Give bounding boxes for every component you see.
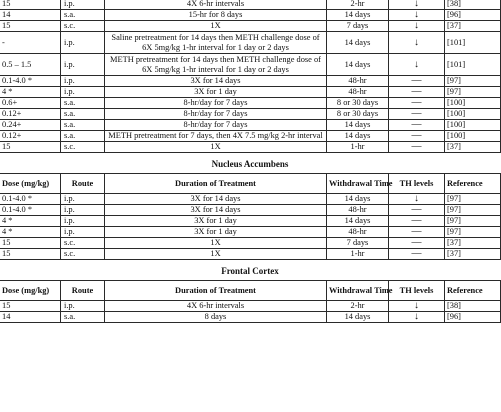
table-row [0, 312, 501, 323]
cell-dose: 4 * [0, 227, 61, 238]
cell-dose: 15 [0, 0, 61, 10]
cell-th: ↓ [389, 194, 445, 205]
cell-withdrawal: 48-hr [327, 87, 389, 98]
cell-route: i.p. [61, 227, 105, 238]
header-withdrawal: Withdrawal Time [327, 174, 389, 194]
cell-treatment: 3X for 1 day [105, 87, 327, 98]
cell-th: ↓ [389, 54, 445, 76]
cell-withdrawal: 7 days [327, 21, 389, 32]
cell-route: s.a. [61, 109, 105, 120]
cell-withdrawal: 14 days [327, 120, 389, 131]
cell-route: s.c. [61, 21, 105, 32]
cell-route: s.c. [61, 238, 105, 249]
cell-route: i.p. [61, 216, 105, 227]
table-row [0, 131, 501, 142]
table-row [0, 120, 501, 131]
cell-th: ↓ [389, 0, 445, 10]
table-row [0, 142, 501, 153]
cell-ref: [100] [445, 120, 501, 131]
header-dose: Dose (mg/kg) [0, 174, 61, 194]
cell-withdrawal: 14 days [327, 194, 389, 205]
cell-th: — [389, 142, 445, 153]
cell-route: s.a. [61, 312, 105, 323]
cell-th: ↓ [389, 312, 445, 323]
cell-withdrawal: 14 days [327, 131, 389, 142]
header-route: Route [61, 174, 105, 194]
cell-treatment: Saline pretreatment for 14 days then METH challenge dose of 6X 5mg/kg 1-hr interval for 1 day or 2 days [105, 32, 327, 54]
table-row [0, 21, 501, 32]
cell-ref: [96] [445, 312, 501, 323]
cell-route: i.p. [61, 301, 105, 312]
cell-th: — [389, 216, 445, 227]
cell-dose: 0.24+ [0, 120, 61, 131]
cell-treatment: 8 days [105, 312, 327, 323]
cell-treatment: 3X for 14 days [105, 76, 327, 87]
cell-treatment: 15-hr for 8 days [105, 10, 327, 21]
cell-ref: [100] [445, 98, 501, 109]
header-ref: Reference [445, 174, 501, 194]
cell-treatment: 3X for 14 days [105, 205, 327, 216]
header-withdrawal: Withdrawal Time [327, 281, 389, 301]
cell-dose: 15 [0, 142, 61, 153]
cell-th: — [389, 227, 445, 238]
cell-withdrawal: 14 days [327, 10, 389, 21]
cell-th: — [389, 109, 445, 120]
cell-treatment: 1X [105, 21, 327, 32]
cell-ref: [37] [445, 21, 501, 32]
cell-th: ↓ [389, 32, 445, 54]
table-row [0, 249, 501, 260]
cell-treatment: 4X 6-hr intervals [105, 301, 327, 312]
cell-ref: [96] [445, 10, 501, 21]
cell-withdrawal: 14 days [327, 32, 389, 54]
cell-ref: [37] [445, 142, 501, 153]
section-title: Nucleus Accumbens [0, 153, 501, 173]
data-table [0, 280, 501, 323]
cell-treatment: 1X [105, 238, 327, 249]
cell-route: i.p. [61, 32, 105, 54]
cell-ref: [38] [445, 0, 501, 10]
header-dose: Dose (mg/kg) [0, 281, 61, 301]
cell-withdrawal: 14 days [327, 312, 389, 323]
cell-th: — [389, 87, 445, 98]
cell-dose: 15 [0, 21, 61, 32]
cell-treatment: 8-hr/day for 7 days [105, 98, 327, 109]
cell-treatment: METH pretreatment for 7 days, then 4X 7.5 mg/kg 2-hr interval [105, 131, 327, 142]
cell-th: ↓ [389, 10, 445, 21]
cell-treatment: 1X [105, 249, 327, 260]
cell-withdrawal: 8 or 30 days [327, 109, 389, 120]
table-header-row [0, 281, 501, 301]
cell-ref: [101] [445, 32, 501, 54]
cell-dose: 15 [0, 249, 61, 260]
cell-th: — [389, 76, 445, 87]
cell-th: — [389, 120, 445, 131]
cell-th: ↓ [389, 21, 445, 32]
data-table [0, 0, 501, 153]
cell-dose: 14 [0, 10, 61, 21]
cell-ref: [97] [445, 87, 501, 98]
cell-dose: 0.1-4.0 * [0, 205, 61, 216]
table-row [0, 98, 501, 109]
cell-route: i.p. [61, 0, 105, 10]
table-row [0, 0, 501, 10]
cell-withdrawal: 7 days [327, 238, 389, 249]
header-treatment: Duration of Treatment [105, 281, 327, 301]
table-row [0, 238, 501, 249]
cell-th: — [389, 98, 445, 109]
cell-withdrawal: 48-hr [327, 205, 389, 216]
cell-ref: [101] [445, 54, 501, 76]
cell-treatment: 4X 6-hr intervals [105, 0, 327, 10]
cell-dose: - [0, 32, 61, 54]
cell-dose: 0.5 – 1.5 [0, 54, 61, 76]
cell-withdrawal: 2-hr [327, 0, 389, 10]
cell-withdrawal: 48-hr [327, 76, 389, 87]
cell-th: — [389, 205, 445, 216]
cell-th: — [389, 249, 445, 260]
header-route: Route [61, 281, 105, 301]
cell-treatment: 3X for 1 day [105, 227, 327, 238]
table-row [0, 301, 501, 312]
table-header-row [0, 174, 501, 194]
cell-route: i.p. [61, 205, 105, 216]
header-treatment: Duration of Treatment [105, 174, 327, 194]
cell-dose: 4 * [0, 87, 61, 98]
cell-route: i.p. [61, 87, 105, 98]
cell-dose: 0.12+ [0, 131, 61, 142]
cell-route: s.c. [61, 142, 105, 153]
table-row [0, 227, 501, 238]
table-row [0, 194, 501, 205]
cell-th: — [389, 131, 445, 142]
cell-treatment: 3X for 1 day [105, 216, 327, 227]
cell-dose: 0.6+ [0, 98, 61, 109]
cell-treatment: METH pretreatment for 14 days then METH challenge dose of 6X 5mg/kg 1-hr interval for 1 day or 2 days [105, 54, 327, 76]
cell-dose: 0.1-4.0 * [0, 76, 61, 87]
table-row [0, 76, 501, 87]
header-ref: Reference [445, 281, 501, 301]
cell-route: s.c. [61, 249, 105, 260]
cell-dose: 15 [0, 238, 61, 249]
cell-treatment: 3X for 14 days [105, 194, 327, 205]
cell-dose: 14 [0, 312, 61, 323]
cell-route: s.a. [61, 120, 105, 131]
table-row [0, 205, 501, 216]
cell-ref: [37] [445, 249, 501, 260]
header-th: TH levels [389, 281, 445, 301]
cell-dose: 0.1-4.0 * [0, 194, 61, 205]
header-th: TH levels [389, 174, 445, 194]
cell-ref: [97] [445, 205, 501, 216]
cell-route: s.a. [61, 131, 105, 142]
cell-dose: 15 [0, 301, 61, 312]
table-row [0, 109, 501, 120]
cell-withdrawal: 1-hr [327, 142, 389, 153]
cell-withdrawal: 14 days [327, 216, 389, 227]
data-table [0, 173, 501, 260]
cell-withdrawal: 1-hr [327, 249, 389, 260]
cell-th: — [389, 238, 445, 249]
cell-treatment: 8-hr/day for 7 days [105, 120, 327, 131]
section-title: Frontal Cortex [0, 260, 501, 280]
cell-ref: [97] [445, 216, 501, 227]
cell-treatment: 1X [105, 142, 327, 153]
cell-withdrawal: 2-hr [327, 301, 389, 312]
cell-th: ↓ [389, 301, 445, 312]
table-row [0, 10, 501, 21]
cell-withdrawal: 14 days [327, 54, 389, 76]
table-row [0, 216, 501, 227]
cell-ref: [97] [445, 194, 501, 205]
cell-ref: [100] [445, 131, 501, 142]
cell-dose: 0.12+ [0, 109, 61, 120]
cell-route: s.a. [61, 98, 105, 109]
cell-route: i.p. [61, 54, 105, 76]
table-row [0, 54, 501, 76]
cell-dose: 4 * [0, 216, 61, 227]
cell-route: i.p. [61, 194, 105, 205]
cell-ref: [38] [445, 301, 501, 312]
cell-ref: [100] [445, 109, 501, 120]
cell-ref: [97] [445, 227, 501, 238]
table-row [0, 87, 501, 98]
cell-withdrawal: 48-hr [327, 227, 389, 238]
cell-route: s.a. [61, 10, 105, 21]
cell-route: i.p. [61, 76, 105, 87]
cell-ref: [97] [445, 76, 501, 87]
cell-ref: [37] [445, 238, 501, 249]
cell-withdrawal: 8 or 30 days [327, 98, 389, 109]
table-row [0, 32, 501, 54]
cell-treatment: 8-hr/day for 7 days [105, 109, 327, 120]
